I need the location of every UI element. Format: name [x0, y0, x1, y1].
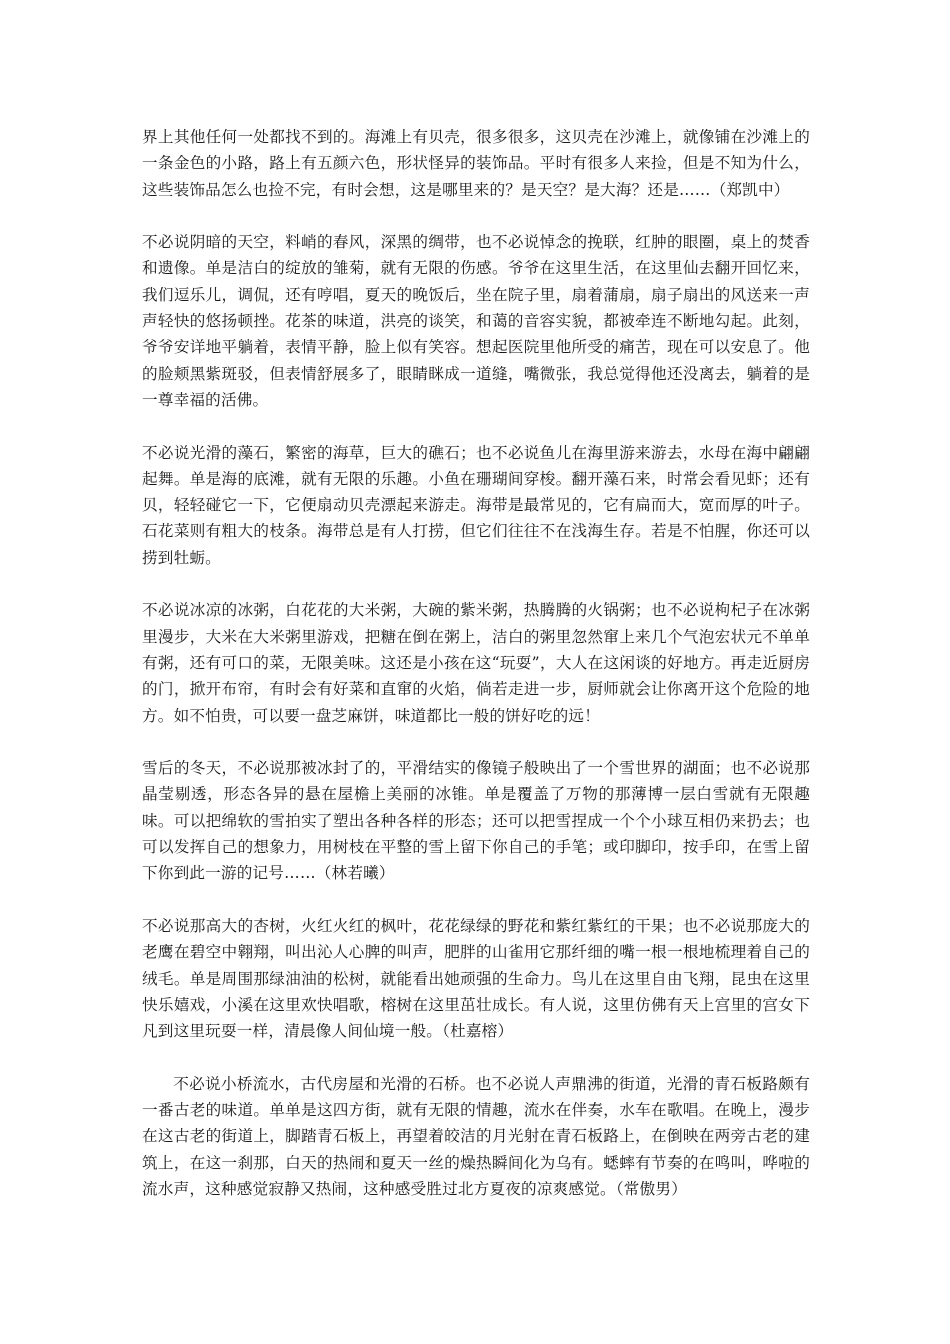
document-page — [142, 124, 810, 1228]
paragraph-grandpa: 不必说阴暗的天空，料峭的春风，深黑的绸带，也不必说悼念的挽联，红肿的眼圈，桌上的焚香和遗像。单是洁白的绽放的雏菊，就有无限的伤感。爷爷在这里生活，在这里仙去翻开回忆来，我们逗乐儿，调侃，还有哼唱，夏天的晚饭后，坐在院子里，扇着蒲扇，扇子扇出的风送来一声声轻快的悠扬顿挫。花茶的味道，洪亮的谈笑，和蔼的音容实貌，都被牵连不断地勾起。此刻，爷爷安详地平躺着，表情平静，脸上似有笑容。想起医院里他所受的痛苦，现在可以安息了。他的脸颊黑紫斑驳，但表情舒展多了，眼睛眯成一道缝，嘴微张，我总觉得他还没离去，躺着的是一尊幸福的活佛。 — [142, 233, 810, 409]
paragraph-seabed: 不必说光滑的藻石，繁密的海草，巨大的礁石；也不必说鱼儿在海里游来游去，水母在海中翩翩起舞。单是海的底滩，就有无限的乐趣。小鱼在珊瑚间穿梭。翻开藻石来，时常会看见虾；还有贝，轻轻碰它一下，它便扇动贝壳漂起来游走。海带是最常见的，它有扁而大，宽而厚的叶子。石花菜则有粗大的枝条。海带总是有人打捞，但它们往往不在浅海生存。若是不怕腥，你还可以捞到牡蛎。 — [142, 443, 810, 567]
paragraph-porridge-shop: 不必说冰凉的冰粥，白花花的大米粥，大碗的紫米粥，热腾腾的火锅粥；也不必说枸杞子在冰粥里漫步，大米在大米粥里游戏，把糖在倒在粥上，洁白的粥里忽然窜上来几个气泡宏状元不单单有粥，还有可口的菜，无限美味。这还是小孩在这“玩耍”，大人在这闲谈的好地方。再走近厨房的门，掀开布帘，有时会有好菜和直窜的火焰，倘若走进一步，厨师就会让你离开这个危险的地方。如不怕贵，可以要一盘芝麻饼，味道都比一般的饼好吃的远！ — [142, 601, 810, 725]
paragraph-forest: 不必说那高大的杏树，火红火红的枫叶，花花绿绿的野花和紫红紫红的干果；也不必说那庞大的老鹰在碧空中翱翔，叫出沁人心脾的叫声，肥胖的山雀用它那纤细的嘴一根一根地梳理着自己的绒毛。单是周围那绿油油的松树，就能看出她顽强的生命力。鸟儿在这里自由飞翔，昆虫在这里快乐嬉戏，小溪在这里欢快唱歌，榕树在这里茁壮成长。有人说，这里仿佛有天上宫里的宫女下凡到这里玩耍一样，清晨像人间仙境一般。（杜嘉榕） — [142, 916, 810, 1041]
paragraph-beach: 界上其他任何一处都找不到的。海滩上有贝壳，很多很多，这贝壳在沙滩上，就像铺在沙滩上的一条金色的小路，路上有五颜六色，形状怪异的装饰品。平时有很多人来捡，但是不知为什么，这些装饰品怎么也捡不完，有时会想，这是哪里来的？是天空？是大海？还是……（郑凯中） — [142, 128, 810, 199]
paragraph-winter-snow: 雪后的冬天，不必说那被冰封了的，平滑结实的像镜子般映出了一个雪世界的湖面；也不必说那晶莹剔透，形态各异的悬在屋檐上美丽的冰锥。单是覆盖了万物的那薄博一层白雪就有无限趣味。可以把绵软的雪拍实了塑出各种各样的形态；还可以把雪捏成一个个小球互相仍来扔去；也可以发挥自己的想象力，用树枝在平整的雪上留下你自己的手笔；或印脚印，按手印，在雪上留下你到此一游的记号……（林若曦） — [142, 759, 810, 883]
paragraph-sifang-street: 不必说小桥流水，古代房屋和光滑的石桥。也不必说人声鼎沸的街道，光滑的青石板路颇有一番古老的味道。单单是这四方街，就有无限的情趣，流水在伴奏，水车在歌唱。在晚上，漫步在这古老的街道上，脚踏青石板上，再望着皎洁的月光射在青石板路上，在倒映在两旁古老的建筑上，在这一刹那，白天的热闹和夏天一丝的燥热瞬间化为乌有。蟋蟀有节奏的在鸣叫，哗啦的流水声，这种感觉寂静又热闹，这种感受胜过北方夏夜的凉爽感觉。（常傲男） — [142, 1074, 810, 1198]
